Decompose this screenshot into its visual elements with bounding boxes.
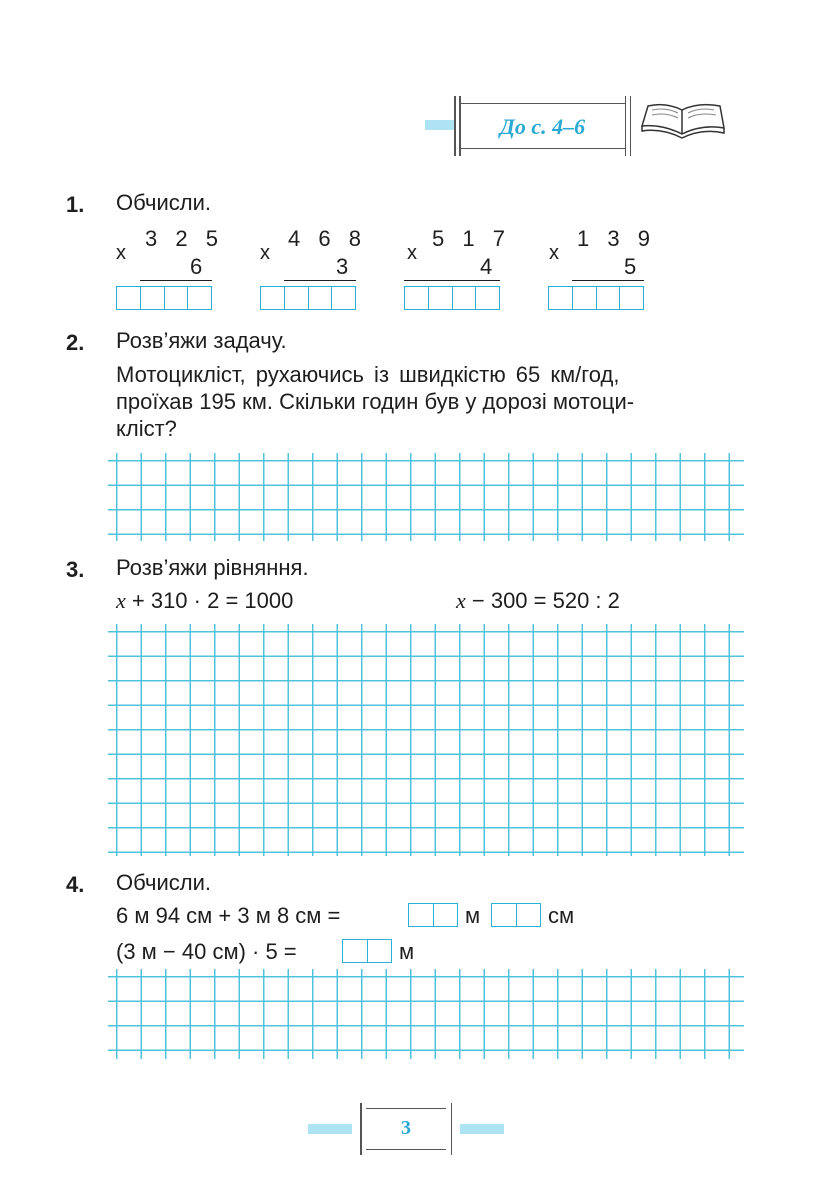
- unit-centimeters: см: [548, 903, 575, 928]
- answer-cells[interactable]: [404, 286, 500, 310]
- answer-cells[interactable]: [116, 286, 212, 310]
- footer-stripe-left: [308, 1124, 352, 1134]
- page-number: 3: [401, 1117, 411, 1139]
- centimeters-answer-cells[interactable]: [491, 903, 541, 927]
- task4-text: Обчисли.: [116, 870, 211, 895]
- multiply-sign: x: [549, 242, 559, 264]
- multiplier: 4: [480, 254, 499, 279]
- task4-line-1-expr: 6 м 94 см + 3 м 8 см =: [116, 903, 341, 928]
- equation-1: [116, 588, 293, 614]
- multiply-sign: x: [407, 242, 417, 264]
- unit-meters-2: м: [399, 939, 415, 964]
- answer-cells[interactable]: [260, 286, 356, 310]
- task2-line-3: кліст?: [116, 416, 177, 441]
- task2-line-1: Мотоцикліст, рухаючись із швидкістю 65 км/год,: [116, 362, 620, 387]
- multiplier: 6: [190, 254, 209, 279]
- multiplicand: 3 2 5: [145, 226, 224, 251]
- task4-number: 4.: [66, 872, 85, 897]
- multiply-sign: x: [260, 242, 270, 264]
- header-title: До с. 4–6: [499, 114, 586, 139]
- header-badge: [460, 103, 625, 149]
- variable-x: x: [456, 588, 466, 613]
- footer-stripe-right: [460, 1124, 504, 1134]
- task4-line-2-expr: (3 м − 40 см) · 5 =: [116, 939, 297, 964]
- task3-number: 3.: [66, 557, 85, 582]
- underline: [140, 280, 212, 281]
- task2-line-2: проїхав 195 км. Скільки годин був у дорозі мотоци-: [116, 389, 635, 414]
- multiplier: 3: [336, 254, 355, 279]
- header-stripe: [425, 120, 455, 130]
- equation-2-rest: − 300 = 520 : 2: [465, 588, 620, 613]
- underline: [404, 280, 500, 281]
- page-number-box: [366, 1108, 446, 1150]
- multiplicand: 4 6 8: [288, 226, 367, 251]
- open-book-icon: [638, 98, 728, 148]
- variable-x: x: [116, 588, 126, 613]
- meters-answer-cells[interactable]: [408, 903, 458, 927]
- equation-2: [456, 588, 620, 614]
- task3-text: Розв’яжи рівняння.: [116, 555, 309, 580]
- equation-1-rest: + 310 · 2 = 1000: [125, 588, 294, 613]
- underline: [284, 280, 356, 281]
- meters-answer-cells-2[interactable]: [342, 939, 392, 963]
- answer-cells[interactable]: [548, 286, 644, 310]
- multiplicand: 5 1 7: [432, 226, 511, 251]
- task1-text: Обчисли.: [116, 190, 211, 215]
- task2-number: 2.: [66, 330, 85, 355]
- task2-text: Розв’яжи задачу.: [116, 328, 287, 353]
- task4-answer-grid[interactable]: [108, 969, 744, 1059]
- task1-number: 1.: [66, 192, 85, 217]
- underline: [572, 280, 644, 281]
- task2-answer-grid[interactable]: [108, 453, 744, 541]
- multiplicand: 1 3 9: [577, 226, 656, 251]
- multiplier: 5: [624, 254, 643, 279]
- multiply-sign: x: [116, 242, 126, 264]
- task3-answer-grid[interactable]: [108, 624, 744, 856]
- unit-meters: м: [465, 903, 481, 928]
